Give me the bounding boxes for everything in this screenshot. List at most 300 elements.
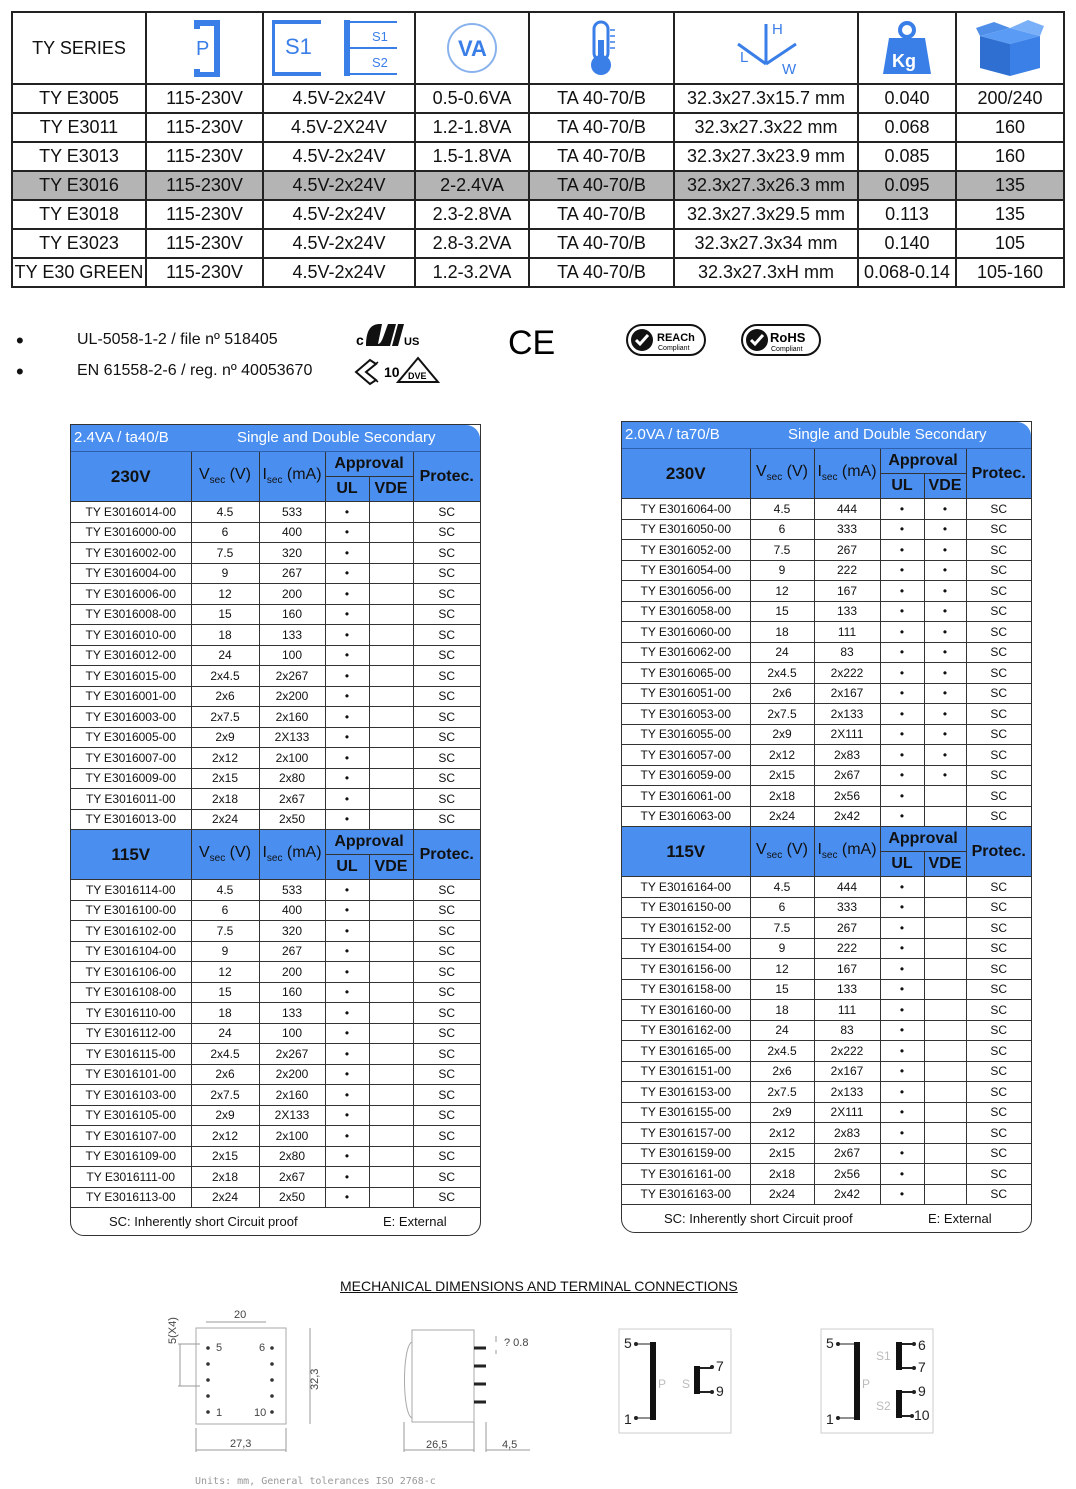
table-cell: • — [880, 918, 924, 939]
table-row — [622, 1164, 1031, 1185]
table-cell: 533 — [259, 502, 325, 523]
series-cell: 2.8-3.2VA — [415, 229, 529, 258]
svg-text:RoHS: RoHS — [770, 330, 806, 345]
table-cell — [369, 1126, 413, 1147]
table-cell: 2x7.5 — [191, 707, 259, 728]
table-cell: SC — [966, 1082, 1031, 1103]
table-cell: • — [325, 584, 369, 605]
table-row — [622, 642, 1031, 663]
vsec-header: $V_{sec}$ (V) — [750, 827, 814, 877]
section-voltage-label: 115V — [71, 830, 191, 880]
table-row — [622, 1000, 1031, 1021]
table-cell: TY E3016056-00 — [622, 581, 750, 602]
table-row — [622, 745, 1031, 766]
table-cell: SC — [966, 959, 1031, 980]
series-cell: 105-160 — [956, 258, 1064, 287]
table-cell: SC — [413, 921, 480, 942]
table-row — [71, 1126, 480, 1147]
series-cell: 0.085 — [858, 142, 956, 171]
approval-header: Approval — [880, 449, 966, 474]
table-cell — [924, 1082, 966, 1103]
table-cell: 9 — [191, 563, 259, 584]
table-row — [71, 727, 480, 748]
svg-text:c: c — [356, 332, 364, 348]
table-cell: SC — [966, 979, 1031, 1000]
table-cell: 333 — [814, 519, 880, 540]
primary-icon — [175, 19, 235, 77]
ul-certification-text: UL-5058-1-2 / file nº 518405 — [77, 331, 278, 348]
svg-text:US: US — [404, 336, 420, 348]
table-cell: • — [325, 1064, 369, 1085]
table-cell: SC — [966, 1184, 1031, 1205]
table-cell — [369, 768, 413, 789]
table-cell: TY E3016065-00 — [622, 663, 750, 684]
table-cell: 7.5 — [191, 543, 259, 564]
svg-text:Kg: Kg — [892, 51, 916, 71]
table-row — [622, 519, 1031, 540]
table-cell: • — [325, 625, 369, 646]
table-cell: • — [325, 645, 369, 666]
double-secondary-schematic — [820, 1328, 936, 1436]
table-cell: TY E3016050-00 — [622, 519, 750, 540]
svg-text:10: 10 — [384, 364, 400, 380]
e-legend: E: External — [928, 1211, 992, 1226]
weight-header — [858, 12, 956, 84]
series-cell: 4.5V-2x24V — [263, 171, 415, 200]
isec-header: $I_{sec}$ (mA) — [814, 449, 880, 499]
vde-header: VDE — [369, 855, 413, 880]
svg-text:DVE: DVE — [408, 371, 427, 381]
table-cell: 2x67 — [259, 1167, 325, 1188]
table-cell: 18 — [191, 625, 259, 646]
series-cell: TA 40-70/B — [529, 113, 674, 142]
table-cell: • — [924, 581, 966, 602]
table-cell: SC — [966, 806, 1031, 827]
table-cell: • — [880, 519, 924, 540]
table-cell — [924, 1164, 966, 1185]
series-cell: 160 — [956, 142, 1064, 171]
series-cell: 105 — [956, 229, 1064, 258]
series-cell: 135 — [956, 171, 1064, 200]
svg-text:S2: S2 — [876, 1399, 891, 1413]
table-cell: TY E3016157-00 — [622, 1123, 750, 1144]
table-cell: 2x4.5 — [191, 1044, 259, 1065]
svg-text:5: 5 — [624, 1335, 632, 1351]
table-cell: • — [880, 601, 924, 622]
svg-text:9: 9 — [716, 1383, 724, 1399]
table-row — [622, 806, 1031, 827]
table-cell: 7.5 — [750, 540, 814, 561]
table-cell: SC — [966, 519, 1031, 540]
table-cell: • — [880, 704, 924, 725]
series-cell: TA 40-70/B — [529, 229, 674, 258]
table-cell — [369, 686, 413, 707]
reach-logo-icon — [625, 323, 707, 357]
table-cell: 111 — [814, 1000, 880, 1021]
table-cell — [924, 1041, 966, 1062]
table-row — [622, 499, 1031, 520]
table-row — [622, 1082, 1031, 1103]
series-cell: 115-230V — [146, 200, 263, 229]
series-row — [12, 142, 1064, 171]
table-row — [622, 938, 1031, 959]
table-cell — [369, 584, 413, 605]
table-cell: SC — [966, 663, 1031, 684]
table-cell: 2x6 — [191, 686, 259, 707]
table-cell: TY E3016104-00 — [71, 941, 191, 962]
table-cell: TY E3016165-00 — [622, 1041, 750, 1062]
section-header-row — [71, 452, 480, 477]
table-cell: 2x12 — [191, 748, 259, 769]
table-cell: SC — [413, 1085, 480, 1106]
protection-header: Protec. — [413, 830, 480, 880]
table-cell: 2x18 — [191, 1167, 259, 1188]
table-cell: 4.5 — [191, 502, 259, 523]
svg-text:4,5: 4,5 — [502, 1439, 518, 1451]
table-cell — [924, 979, 966, 1000]
series-cell: 0.140 — [858, 229, 956, 258]
table-cell: TY E3016162-00 — [622, 1020, 750, 1041]
dimensions-icon — [726, 18, 806, 78]
table-row — [622, 786, 1031, 807]
table-cell: TY E3016113-00 — [71, 1187, 191, 1208]
table-cell: • — [880, 1143, 924, 1164]
table-cell: TY E3016057-00 — [622, 745, 750, 766]
ce-logo-icon — [508, 323, 556, 359]
table-cell: 2x4.5 — [750, 1041, 814, 1062]
series-cell: 160 — [956, 113, 1064, 142]
table-cell: TY E3016164-00 — [622, 877, 750, 898]
table-cell: • — [325, 1187, 369, 1208]
table-cell: • — [325, 1105, 369, 1126]
table-cell: SC — [413, 645, 480, 666]
table-cell: TY E3016011-00 — [71, 789, 191, 810]
approval-header: Approval — [880, 827, 966, 852]
table-row — [622, 1061, 1031, 1082]
series-cell: 32.3x27.3x34 mm — [674, 229, 858, 258]
right-table-title: 2.0VA / ta70/B — [625, 426, 720, 443]
table-cell: 2x7.5 — [750, 704, 814, 725]
table-cell: 12 — [191, 962, 259, 983]
table-row — [71, 522, 480, 543]
table-cell: • — [880, 786, 924, 807]
table-cell: TY E3016001-00 — [71, 686, 191, 707]
left-product-table — [70, 424, 481, 1236]
table-cell: 18 — [750, 622, 814, 643]
table-cell: SC — [413, 502, 480, 523]
table-cell: SC — [966, 938, 1031, 959]
table-cell: 2x4.5 — [191, 666, 259, 687]
rohs-logo-icon — [740, 323, 822, 357]
table-cell: TY E3016002-00 — [71, 543, 191, 564]
table-cell: TY E3016064-00 — [622, 499, 750, 520]
table-cell: SC — [413, 707, 480, 728]
table-cell — [369, 645, 413, 666]
table-cell: TY E3016156-00 — [622, 959, 750, 980]
table-cell: SC — [413, 1105, 480, 1126]
series-cell: 4.5V-2X24V — [263, 113, 415, 142]
table-cell: TY E3016107-00 — [71, 1126, 191, 1147]
table-row — [71, 625, 480, 646]
table-cell: 15 — [750, 979, 814, 1000]
enec-vde-logo-icon — [352, 356, 442, 386]
section-header-row — [622, 449, 1031, 474]
section-voltage-label: 230V — [622, 449, 750, 499]
table-cell: • — [325, 502, 369, 523]
table-cell: 2x24 — [750, 1184, 814, 1205]
table-cell: SC — [413, 880, 480, 901]
table-cell: 167 — [814, 581, 880, 602]
right-product-table — [621, 421, 1032, 1233]
table-cell: SC — [966, 786, 1031, 807]
table-cell: TY E3016100-00 — [71, 900, 191, 921]
table-cell: SC — [966, 724, 1031, 745]
table-cell: • — [880, 1000, 924, 1021]
right-table-footer — [622, 1205, 1031, 1232]
table-cell: SC — [413, 727, 480, 748]
table-cell: 4.5 — [750, 877, 814, 898]
table-row — [622, 1184, 1031, 1205]
table-cell: • — [924, 560, 966, 581]
table-cell: SC — [413, 686, 480, 707]
table-cell: • — [325, 1167, 369, 1188]
table-row — [622, 979, 1031, 1000]
table-cell: SC — [966, 601, 1031, 622]
table-cell: • — [924, 765, 966, 786]
table-cell: • — [880, 560, 924, 581]
table-cell: 2x222 — [814, 1041, 880, 1062]
svg-text:W: W — [782, 61, 797, 78]
table-cell: TY E3016059-00 — [622, 765, 750, 786]
table-cell — [369, 748, 413, 769]
table-cell: 2x15 — [750, 765, 814, 786]
table-cell: TY E3016051-00 — [622, 683, 750, 704]
table-cell: • — [325, 1085, 369, 1106]
series-cell: 2-2.4VA — [415, 171, 529, 200]
table-cell: 2X111 — [814, 724, 880, 745]
table-cell — [924, 1143, 966, 1164]
table-cell: SC — [966, 540, 1031, 561]
isec-header: $I_{sec}$ (mA) — [259, 452, 325, 502]
units-note: Units: mm, General tolerances ISO 2768-c — [195, 1476, 436, 1487]
table-cell: 7.5 — [750, 918, 814, 939]
table-cell: • — [325, 563, 369, 584]
temperature-header — [529, 12, 674, 84]
table-cell: TY E3016000-00 — [71, 522, 191, 543]
table-cell — [924, 1020, 966, 1041]
svg-text:1: 1 — [826, 1411, 834, 1427]
table-cell: 400 — [259, 900, 325, 921]
table-cell: • — [880, 979, 924, 1000]
table-cell: 2X133 — [259, 1105, 325, 1126]
table-cell: 2x9 — [750, 1102, 814, 1123]
table-cell: 320 — [259, 543, 325, 564]
table-cell: 2x4.5 — [750, 663, 814, 684]
table-cell: 7.5 — [191, 921, 259, 942]
table-cell: TY E3016151-00 — [622, 1061, 750, 1082]
table-cell: • — [924, 724, 966, 745]
table-row — [71, 1023, 480, 1044]
table-cell — [369, 789, 413, 810]
table-cell: 2x12 — [750, 1123, 814, 1144]
table-cell: SC — [413, 543, 480, 564]
sc-legend: SC: Inherently short Circuit proof — [109, 1214, 298, 1229]
table-cell: 6 — [191, 900, 259, 921]
table-row — [622, 1123, 1031, 1144]
table-cell: 83 — [814, 642, 880, 663]
section-header-row — [622, 827, 1031, 852]
table-row — [622, 663, 1031, 684]
table-cell: TY E3016063-00 — [622, 806, 750, 827]
table-row — [71, 666, 480, 687]
table-cell: TY E3016163-00 — [622, 1184, 750, 1205]
table-cell: SC — [413, 1187, 480, 1208]
table-cell: 333 — [814, 897, 880, 918]
table-cell: 320 — [259, 921, 325, 942]
table-cell: 2x50 — [259, 1187, 325, 1208]
power-header — [415, 12, 529, 84]
table-cell — [369, 962, 413, 983]
table-cell: SC — [966, 581, 1031, 602]
svg-text:H: H — [772, 21, 783, 38]
table-cell: TY E3016005-00 — [71, 727, 191, 748]
series-cell: 32.3x27.3x23.9 mm — [674, 142, 858, 171]
table-cell: 4.5 — [750, 499, 814, 520]
table-cell: SC — [966, 897, 1031, 918]
table-cell: TY E3016161-00 — [622, 1164, 750, 1185]
table-cell: TY E3016053-00 — [622, 704, 750, 725]
table-cell: 2x56 — [814, 786, 880, 807]
table-cell: SC — [413, 789, 480, 810]
vsec-header: $V_{sec}$ (V) — [750, 449, 814, 499]
table-cell: • — [880, 1184, 924, 1205]
table-row — [622, 622, 1031, 643]
bullet: • — [16, 359, 24, 384]
mechanical-title: MECHANICAL DIMENSIONS AND TERMINAL CONNECTIONS — [340, 1278, 738, 1294]
svg-text:P: P — [862, 1377, 871, 1391]
table-cell: SC — [413, 941, 480, 962]
table-cell: SC — [966, 877, 1031, 898]
table-cell: 2x9 — [191, 727, 259, 748]
table-cell: • — [880, 1123, 924, 1144]
approval-header: Approval — [325, 452, 413, 477]
vsec-header: $V_{sec}$ (V) — [191, 452, 259, 502]
series-row — [12, 200, 1064, 229]
svg-text:1: 1 — [624, 1411, 632, 1427]
svg-text:5(X4): 5(X4) — [167, 1317, 179, 1344]
table-cell: TY E3016102-00 — [71, 921, 191, 942]
series-cell: 0.068 — [858, 113, 956, 142]
vde-header: VDE — [924, 852, 966, 877]
series-cell: 135 — [956, 200, 1064, 229]
series-cell: 1.5-1.8VA — [415, 142, 529, 171]
table-cell: 9 — [750, 560, 814, 581]
table-row — [71, 1167, 480, 1188]
table-cell: 24 — [750, 642, 814, 663]
table-cell: • — [880, 581, 924, 602]
table-cell: SC — [966, 642, 1031, 663]
table-cell: TY E3016154-00 — [622, 938, 750, 959]
table-cell — [924, 1184, 966, 1205]
series-cell: 115-230V — [146, 229, 263, 258]
table-cell: 100 — [259, 645, 325, 666]
series-cell: 0.5-0.6VA — [415, 84, 529, 113]
table-cell: 267 — [814, 540, 880, 561]
table-cell: TY E3016101-00 — [71, 1064, 191, 1085]
svg-text:10: 10 — [254, 1407, 267, 1419]
single-secondary-schematic — [618, 1328, 734, 1436]
series-cell: 2.3-2.8VA — [415, 200, 529, 229]
table-cell: 2x15 — [191, 1146, 259, 1167]
table-cell: 2x160 — [259, 707, 325, 728]
table-cell: TY E3016009-00 — [71, 768, 191, 789]
table-cell — [369, 1167, 413, 1188]
table-cell: 2x7.5 — [750, 1082, 814, 1103]
table-cell — [369, 941, 413, 962]
table-cell: • — [325, 921, 369, 942]
table-cell: • — [880, 959, 924, 980]
ul-header: UL — [325, 477, 369, 502]
series-cell: 32.3x27.3x22 mm — [674, 113, 858, 142]
table-cell: TY E3016061-00 — [622, 786, 750, 807]
svg-text:10: 10 — [914, 1407, 930, 1423]
series-cell: TY E3016 — [12, 171, 146, 200]
svg-text:27,3: 27,3 — [230, 1438, 252, 1450]
table-cell: • — [880, 745, 924, 766]
table-row — [71, 707, 480, 728]
section-voltage-label: 115V — [622, 827, 750, 877]
section-header-row — [71, 830, 480, 855]
packaging-header — [956, 12, 1064, 84]
table-cell: 444 — [814, 877, 880, 898]
table-cell: TY E3016010-00 — [71, 625, 191, 646]
table-cell: SC — [413, 748, 480, 769]
table-cell: SC — [966, 918, 1031, 939]
table-cell: SC — [413, 625, 480, 646]
table-cell: TY E3016013-00 — [71, 809, 191, 830]
table-cell: • — [325, 604, 369, 625]
svg-text:S2: S2 — [372, 55, 388, 70]
table-cell: 12 — [750, 959, 814, 980]
left-table-header — [71, 425, 480, 452]
table-cell: 2x12 — [191, 1126, 259, 1147]
table-cell: 6 — [750, 897, 814, 918]
table-cell: 2x56 — [814, 1164, 880, 1185]
table-cell: TY E3016152-00 — [622, 918, 750, 939]
series-cell: TY E3013 — [12, 142, 146, 171]
table-cell: 533 — [259, 880, 325, 901]
table-cell — [369, 1003, 413, 1024]
secondary-voltage-header — [263, 12, 415, 84]
table-cell: • — [924, 704, 966, 725]
series-cell: 4.5V-2x24V — [263, 142, 415, 171]
ul-header: UL — [880, 852, 924, 877]
table-cell: 24 — [191, 1023, 259, 1044]
svg-text:S1: S1 — [372, 29, 388, 44]
ul-header: UL — [325, 855, 369, 880]
table-cell: 167 — [814, 959, 880, 980]
table-cell — [924, 897, 966, 918]
table-cell: 15 — [750, 601, 814, 622]
approval-header: Approval — [325, 830, 413, 855]
table-row — [71, 900, 480, 921]
table-cell: TY E3016158-00 — [622, 979, 750, 1000]
right-table-subtitle: Single and Double Secondary — [788, 426, 987, 443]
table-cell: 2x133 — [814, 704, 880, 725]
table-cell: • — [880, 1102, 924, 1123]
table-cell: • — [325, 686, 369, 707]
section-voltage-label: 230V — [71, 452, 191, 502]
